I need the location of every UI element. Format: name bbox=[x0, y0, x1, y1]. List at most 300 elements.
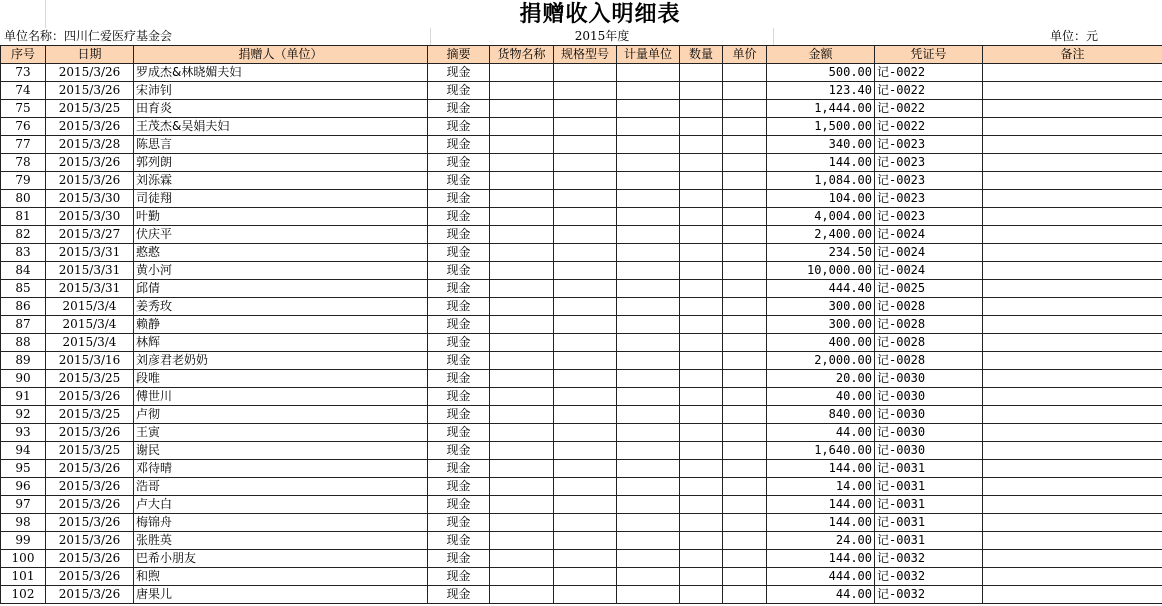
cell-voucher[interactable]: 记-0030 bbox=[875, 406, 983, 424]
cell-seq[interactable]: 78 bbox=[1, 154, 46, 172]
cell-spec[interactable] bbox=[554, 442, 617, 460]
cell-seq[interactable]: 95 bbox=[1, 460, 46, 478]
cell-voucher[interactable]: 记-0024 bbox=[875, 262, 983, 280]
cell-donor[interactable]: 叶勤 bbox=[134, 208, 428, 226]
cell-seq[interactable]: 98 bbox=[1, 514, 46, 532]
cell-seq[interactable]: 89 bbox=[1, 352, 46, 370]
cell-date[interactable]: 2015/3/4 bbox=[46, 298, 134, 316]
cell-remark[interactable] bbox=[983, 568, 1162, 586]
header-donor[interactable]: 捐赠人（单位） bbox=[134, 46, 428, 64]
cell-seq[interactable]: 91 bbox=[1, 388, 46, 406]
cell-measure[interactable] bbox=[617, 154, 680, 172]
cell-summary[interactable]: 现金 bbox=[428, 226, 490, 244]
cell-donor[interactable]: 陈思言 bbox=[134, 136, 428, 154]
cell-price[interactable] bbox=[723, 316, 767, 334]
cell-price[interactable] bbox=[723, 388, 767, 406]
cell-qty[interactable] bbox=[680, 100, 723, 118]
cell-amount[interactable]: 2,400.00 bbox=[767, 226, 875, 244]
cell-qty[interactable] bbox=[680, 568, 723, 586]
cell-donor[interactable]: 罗成杰&林晓媚夫妇 bbox=[134, 64, 428, 82]
cell-qty[interactable] bbox=[680, 334, 723, 352]
cell-summary[interactable]: 现金 bbox=[428, 208, 490, 226]
cell-measure[interactable] bbox=[617, 568, 680, 586]
cell-seq[interactable]: 80 bbox=[1, 190, 46, 208]
cell-donor[interactable]: 赖静 bbox=[134, 316, 428, 334]
cell-seq[interactable]: 97 bbox=[1, 496, 46, 514]
unit-label[interactable]: 单位：元 bbox=[1050, 29, 1099, 43]
cell-date[interactable]: 2015/3/26 bbox=[46, 496, 134, 514]
cell-date[interactable]: 2015/3/26 bbox=[46, 586, 134, 604]
cell-spec[interactable] bbox=[554, 334, 617, 352]
cell-voucher[interactable]: 记-0032 bbox=[875, 586, 983, 604]
cell-goods[interactable] bbox=[490, 460, 554, 478]
cell-measure[interactable] bbox=[617, 442, 680, 460]
cell-date[interactable]: 2015/3/26 bbox=[46, 568, 134, 586]
cell-price[interactable] bbox=[723, 190, 767, 208]
cell-summary[interactable]: 现金 bbox=[428, 352, 490, 370]
header-amount[interactable]: 金额 bbox=[767, 46, 875, 64]
cell-voucher[interactable]: 记-0023 bbox=[875, 190, 983, 208]
cell-qty[interactable] bbox=[680, 550, 723, 568]
cell-seq[interactable]: 99 bbox=[1, 532, 46, 550]
cell-measure[interactable] bbox=[617, 334, 680, 352]
cell-goods[interactable] bbox=[490, 64, 554, 82]
cell-donor[interactable]: 刘彦君老奶奶 bbox=[134, 352, 428, 370]
cell-summary[interactable]: 现金 bbox=[428, 442, 490, 460]
cell-date[interactable]: 2015/3/4 bbox=[46, 316, 134, 334]
cell-measure[interactable] bbox=[617, 280, 680, 298]
cell-goods[interactable] bbox=[490, 208, 554, 226]
cell-goods[interactable] bbox=[490, 424, 554, 442]
cell-measure[interactable] bbox=[617, 532, 680, 550]
cell-amount[interactable]: 340.00 bbox=[767, 136, 875, 154]
cell-voucher[interactable]: 记-0022 bbox=[875, 64, 983, 82]
cell-date[interactable]: 2015/3/26 bbox=[46, 550, 134, 568]
cell-amount[interactable]: 300.00 bbox=[767, 298, 875, 316]
cell-goods[interactable] bbox=[490, 478, 554, 496]
cell-amount[interactable]: 1,084.00 bbox=[767, 172, 875, 190]
cell-summary[interactable]: 现金 bbox=[428, 316, 490, 334]
cell-remark[interactable] bbox=[983, 442, 1162, 460]
cell-remark[interactable] bbox=[983, 388, 1162, 406]
cell-price[interactable] bbox=[723, 64, 767, 82]
cell-measure[interactable] bbox=[617, 244, 680, 262]
cell-donor[interactable]: 浩哥 bbox=[134, 478, 428, 496]
cell-remark[interactable] bbox=[983, 118, 1162, 136]
cell-price[interactable] bbox=[723, 424, 767, 442]
cell-measure[interactable] bbox=[617, 460, 680, 478]
cell-summary[interactable]: 现金 bbox=[428, 190, 490, 208]
cell-amount[interactable]: 1,444.00 bbox=[767, 100, 875, 118]
cell-price[interactable] bbox=[723, 550, 767, 568]
cell-donor[interactable]: 段唯 bbox=[134, 370, 428, 388]
cell-seq[interactable]: 85 bbox=[1, 280, 46, 298]
cell-spec[interactable] bbox=[554, 478, 617, 496]
cell-date[interactable]: 2015/3/28 bbox=[46, 136, 134, 154]
cell-date[interactable]: 2015/3/27 bbox=[46, 226, 134, 244]
cell-voucher[interactable]: 记-0023 bbox=[875, 154, 983, 172]
cell-measure[interactable] bbox=[617, 100, 680, 118]
cell-seq[interactable]: 73 bbox=[1, 64, 46, 82]
cell-summary[interactable]: 现金 bbox=[428, 244, 490, 262]
cell-goods[interactable] bbox=[490, 568, 554, 586]
cell-measure[interactable] bbox=[617, 208, 680, 226]
cell-amount[interactable]: 24.00 bbox=[767, 532, 875, 550]
cell-price[interactable] bbox=[723, 100, 767, 118]
cell-summary[interactable]: 现金 bbox=[428, 568, 490, 586]
cell-price[interactable] bbox=[723, 334, 767, 352]
cell-date[interactable]: 2015/3/26 bbox=[46, 118, 134, 136]
cell-measure[interactable] bbox=[617, 406, 680, 424]
cell-qty[interactable] bbox=[680, 154, 723, 172]
cell-date[interactable]: 2015/3/31 bbox=[46, 280, 134, 298]
cell-donor[interactable]: 刘泺霖 bbox=[134, 172, 428, 190]
cell-seq[interactable]: 102 bbox=[1, 586, 46, 604]
cell-qty[interactable] bbox=[680, 478, 723, 496]
cell-voucher[interactable]: 记-0030 bbox=[875, 370, 983, 388]
cell-remark[interactable] bbox=[983, 244, 1162, 262]
cell-remark[interactable] bbox=[983, 514, 1162, 532]
cell-qty[interactable] bbox=[680, 226, 723, 244]
cell-date[interactable]: 2015/3/26 bbox=[46, 154, 134, 172]
cell-spec[interactable] bbox=[554, 226, 617, 244]
cell-goods[interactable] bbox=[490, 190, 554, 208]
cell-voucher[interactable]: 记-0023 bbox=[875, 208, 983, 226]
cell-voucher[interactable]: 记-0032 bbox=[875, 550, 983, 568]
cell-donor[interactable]: 黄小河 bbox=[134, 262, 428, 280]
header-date[interactable]: 日期 bbox=[46, 46, 134, 64]
cell-donor[interactable]: 唐果儿 bbox=[134, 586, 428, 604]
cell-seq[interactable]: 93 bbox=[1, 424, 46, 442]
cell-voucher[interactable]: 记-0030 bbox=[875, 424, 983, 442]
cell-donor[interactable]: 梅锦舟 bbox=[134, 514, 428, 532]
cell-goods[interactable] bbox=[490, 496, 554, 514]
cell-summary[interactable]: 现金 bbox=[428, 514, 490, 532]
cell-measure[interactable] bbox=[617, 226, 680, 244]
cell-date[interactable]: 2015/3/25 bbox=[46, 406, 134, 424]
cell-voucher[interactable]: 记-0030 bbox=[875, 442, 983, 460]
cell-date[interactable]: 2015/3/26 bbox=[46, 424, 134, 442]
cell-summary[interactable]: 现金 bbox=[428, 370, 490, 388]
cell-donor[interactable]: 卢彻 bbox=[134, 406, 428, 424]
cell-goods[interactable] bbox=[490, 514, 554, 532]
cell-remark[interactable] bbox=[983, 532, 1162, 550]
cell-measure[interactable] bbox=[617, 586, 680, 604]
cell-voucher[interactable]: 记-0031 bbox=[875, 460, 983, 478]
cell-donor[interactable]: 田育炎 bbox=[134, 100, 428, 118]
cell-remark[interactable] bbox=[983, 586, 1162, 604]
cell-voucher[interactable]: 记-0031 bbox=[875, 514, 983, 532]
cell-remark[interactable] bbox=[983, 208, 1162, 226]
cell-spec[interactable] bbox=[554, 586, 617, 604]
cell-summary[interactable]: 现金 bbox=[428, 64, 490, 82]
cell-measure[interactable] bbox=[617, 478, 680, 496]
cell-goods[interactable] bbox=[490, 298, 554, 316]
cell-seq[interactable]: 83 bbox=[1, 244, 46, 262]
cell-remark[interactable] bbox=[983, 334, 1162, 352]
cell-goods[interactable] bbox=[490, 82, 554, 100]
cell-price[interactable] bbox=[723, 496, 767, 514]
cell-spec[interactable] bbox=[554, 136, 617, 154]
page-title[interactable]: 捐赠收入明细表 bbox=[519, 1, 681, 27]
cell-summary[interactable]: 现金 bbox=[428, 82, 490, 100]
cell-date[interactable]: 2015/3/25 bbox=[46, 100, 134, 118]
cell-remark[interactable] bbox=[983, 298, 1162, 316]
cell-measure[interactable] bbox=[617, 190, 680, 208]
header-seq[interactable]: 序号 bbox=[1, 46, 46, 64]
cell-amount[interactable]: 144.00 bbox=[767, 154, 875, 172]
cell-spec[interactable] bbox=[554, 118, 617, 136]
cell-date[interactable]: 2015/3/26 bbox=[46, 460, 134, 478]
cell-seq[interactable]: 75 bbox=[1, 100, 46, 118]
cell-price[interactable] bbox=[723, 226, 767, 244]
cell-summary[interactable]: 现金 bbox=[428, 532, 490, 550]
cell-donor[interactable]: 王茂杰&吴娟夫妇 bbox=[134, 118, 428, 136]
cell-goods[interactable] bbox=[490, 262, 554, 280]
cell-spec[interactable] bbox=[554, 514, 617, 532]
cell-date[interactable]: 2015/3/4 bbox=[46, 334, 134, 352]
cell-donor[interactable]: 傅世川 bbox=[134, 388, 428, 406]
cell-measure[interactable] bbox=[617, 172, 680, 190]
cell-goods[interactable] bbox=[490, 136, 554, 154]
cell-qty[interactable] bbox=[680, 190, 723, 208]
cell-date[interactable]: 2015/3/31 bbox=[46, 244, 134, 262]
cell-goods[interactable] bbox=[490, 406, 554, 424]
cell-measure[interactable] bbox=[617, 82, 680, 100]
cell-donor[interactable]: 邓待晴 bbox=[134, 460, 428, 478]
cell-price[interactable] bbox=[723, 172, 767, 190]
cell-price[interactable] bbox=[723, 136, 767, 154]
cell-goods[interactable] bbox=[490, 388, 554, 406]
cell-spec[interactable] bbox=[554, 262, 617, 280]
cell-voucher[interactable]: 记-0031 bbox=[875, 496, 983, 514]
cell-qty[interactable] bbox=[680, 262, 723, 280]
cell-summary[interactable]: 现金 bbox=[428, 118, 490, 136]
cell-remark[interactable] bbox=[983, 262, 1162, 280]
cell-price[interactable] bbox=[723, 370, 767, 388]
cell-amount[interactable]: 500.00 bbox=[767, 64, 875, 82]
cell-amount[interactable]: 144.00 bbox=[767, 550, 875, 568]
cell-donor[interactable]: 郭列朗 bbox=[134, 154, 428, 172]
cell-date[interactable]: 2015/3/25 bbox=[46, 442, 134, 460]
cell-goods[interactable] bbox=[490, 118, 554, 136]
cell-remark[interactable] bbox=[983, 316, 1162, 334]
cell-summary[interactable]: 现金 bbox=[428, 100, 490, 118]
cell-spec[interactable] bbox=[554, 316, 617, 334]
cell-voucher[interactable]: 记-0028 bbox=[875, 352, 983, 370]
cell-qty[interactable] bbox=[680, 82, 723, 100]
cell-seq[interactable]: 82 bbox=[1, 226, 46, 244]
cell-qty[interactable] bbox=[680, 442, 723, 460]
cell-qty[interactable] bbox=[680, 406, 723, 424]
cell-price[interactable] bbox=[723, 280, 767, 298]
cell-summary[interactable]: 现金 bbox=[428, 496, 490, 514]
cell-qty[interactable] bbox=[680, 208, 723, 226]
cell-seq[interactable]: 87 bbox=[1, 316, 46, 334]
cell-spec[interactable] bbox=[554, 208, 617, 226]
cell-spec[interactable] bbox=[554, 550, 617, 568]
cell-qty[interactable] bbox=[680, 514, 723, 532]
cell-goods[interactable] bbox=[490, 370, 554, 388]
cell-price[interactable] bbox=[723, 586, 767, 604]
cell-remark[interactable] bbox=[983, 352, 1162, 370]
cell-summary[interactable]: 现金 bbox=[428, 550, 490, 568]
cell-qty[interactable] bbox=[680, 136, 723, 154]
cell-date[interactable]: 2015/3/26 bbox=[46, 64, 134, 82]
cell-amount[interactable]: 14.00 bbox=[767, 478, 875, 496]
cell-price[interactable] bbox=[723, 442, 767, 460]
cell-amount[interactable]: 123.40 bbox=[767, 82, 875, 100]
cell-qty[interactable] bbox=[680, 64, 723, 82]
cell-amount[interactable]: 234.50 bbox=[767, 244, 875, 262]
header-summary[interactable]: 摘要 bbox=[428, 46, 490, 64]
cell-seq[interactable]: 84 bbox=[1, 262, 46, 280]
cell-donor[interactable]: 憨憨 bbox=[134, 244, 428, 262]
cell-donor[interactable]: 林辉 bbox=[134, 334, 428, 352]
cell-goods[interactable] bbox=[490, 532, 554, 550]
cell-voucher[interactable]: 记-0031 bbox=[875, 478, 983, 496]
cell-date[interactable]: 2015/3/30 bbox=[46, 208, 134, 226]
cell-donor[interactable]: 巴希小朋友 bbox=[134, 550, 428, 568]
cell-voucher[interactable]: 记-0028 bbox=[875, 334, 983, 352]
cell-amount[interactable]: 400.00 bbox=[767, 334, 875, 352]
cell-remark[interactable] bbox=[983, 64, 1162, 82]
cell-spec[interactable] bbox=[554, 388, 617, 406]
cell-donor[interactable]: 王寅 bbox=[134, 424, 428, 442]
cell-amount[interactable]: 840.00 bbox=[767, 406, 875, 424]
cell-date[interactable]: 2015/3/31 bbox=[46, 262, 134, 280]
header-voucher[interactable]: 凭证号 bbox=[875, 46, 983, 64]
cell-amount[interactable]: 20.00 bbox=[767, 370, 875, 388]
cell-summary[interactable]: 现金 bbox=[428, 424, 490, 442]
cell-date[interactable]: 2015/3/26 bbox=[46, 172, 134, 190]
cell-voucher[interactable]: 记-0022 bbox=[875, 100, 983, 118]
cell-qty[interactable] bbox=[680, 298, 723, 316]
cell-summary[interactable]: 现金 bbox=[428, 586, 490, 604]
cell-remark[interactable] bbox=[983, 82, 1162, 100]
cell-goods[interactable] bbox=[490, 100, 554, 118]
cell-date[interactable]: 2015/3/26 bbox=[46, 532, 134, 550]
cell-qty[interactable] bbox=[680, 118, 723, 136]
cell-spec[interactable] bbox=[554, 496, 617, 514]
cell-summary[interactable]: 现金 bbox=[428, 478, 490, 496]
cell-donor[interactable]: 和煦 bbox=[134, 568, 428, 586]
cell-goods[interactable] bbox=[490, 172, 554, 190]
cell-goods[interactable] bbox=[490, 442, 554, 460]
cell-amount[interactable]: 1,640.00 bbox=[767, 442, 875, 460]
cell-seq[interactable]: 79 bbox=[1, 172, 46, 190]
cell-measure[interactable] bbox=[617, 352, 680, 370]
cell-voucher[interactable]: 记-0024 bbox=[875, 244, 983, 262]
cell-spec[interactable] bbox=[554, 424, 617, 442]
cell-voucher[interactable]: 记-0028 bbox=[875, 298, 983, 316]
cell-price[interactable] bbox=[723, 298, 767, 316]
cell-price[interactable] bbox=[723, 244, 767, 262]
year-label[interactable]: 2015年度 bbox=[430, 28, 774, 45]
cell-remark[interactable] bbox=[983, 460, 1162, 478]
cell-seq[interactable]: 96 bbox=[1, 478, 46, 496]
cell-summary[interactable]: 现金 bbox=[428, 136, 490, 154]
cell-price[interactable] bbox=[723, 406, 767, 424]
cell-donor[interactable]: 邱倩 bbox=[134, 280, 428, 298]
cell-voucher[interactable]: 记-0032 bbox=[875, 568, 983, 586]
cell-amount[interactable]: 144.00 bbox=[767, 460, 875, 478]
cell-remark[interactable] bbox=[983, 172, 1162, 190]
cell-seq[interactable]: 74 bbox=[1, 82, 46, 100]
cell-spec[interactable] bbox=[554, 244, 617, 262]
header-spec[interactable]: 规格型号 bbox=[554, 46, 617, 64]
cell-date[interactable]: 2015/3/25 bbox=[46, 370, 134, 388]
cell-donor[interactable]: 卢大白 bbox=[134, 496, 428, 514]
cell-amount[interactable]: 300.00 bbox=[767, 316, 875, 334]
cell-price[interactable] bbox=[723, 568, 767, 586]
cell-spec[interactable] bbox=[554, 82, 617, 100]
header-remark[interactable]: 备注 bbox=[983, 46, 1162, 64]
cell-remark[interactable] bbox=[983, 370, 1162, 388]
cell-seq[interactable]: 92 bbox=[1, 406, 46, 424]
cell-measure[interactable] bbox=[617, 64, 680, 82]
cell-remark[interactable] bbox=[983, 550, 1162, 568]
cell-seq[interactable]: 94 bbox=[1, 442, 46, 460]
cell-measure[interactable] bbox=[617, 370, 680, 388]
cell-donor[interactable]: 谢民 bbox=[134, 442, 428, 460]
cell-spec[interactable] bbox=[554, 154, 617, 172]
cell-date[interactable]: 2015/3/26 bbox=[46, 514, 134, 532]
cell-voucher[interactable]: 记-0022 bbox=[875, 82, 983, 100]
cell-voucher[interactable]: 记-0023 bbox=[875, 136, 983, 154]
cell-remark[interactable] bbox=[983, 226, 1162, 244]
cell-remark[interactable] bbox=[983, 478, 1162, 496]
cell-qty[interactable] bbox=[680, 172, 723, 190]
cell-date[interactable]: 2015/3/26 bbox=[46, 388, 134, 406]
cell-amount[interactable]: 44.00 bbox=[767, 424, 875, 442]
cell-amount[interactable]: 44.00 bbox=[767, 586, 875, 604]
cell-voucher[interactable]: 记-0031 bbox=[875, 532, 983, 550]
cell-qty[interactable] bbox=[680, 496, 723, 514]
cell-goods[interactable] bbox=[490, 316, 554, 334]
cell-seq[interactable]: 76 bbox=[1, 118, 46, 136]
cell-spec[interactable] bbox=[554, 100, 617, 118]
cell-amount[interactable]: 104.00 bbox=[767, 190, 875, 208]
cell-seq[interactable]: 100 bbox=[1, 550, 46, 568]
cell-summary[interactable]: 现金 bbox=[428, 388, 490, 406]
cell-summary[interactable]: 现金 bbox=[428, 460, 490, 478]
cell-summary[interactable]: 现金 bbox=[428, 262, 490, 280]
cell-price[interactable] bbox=[723, 262, 767, 280]
cell-measure[interactable] bbox=[617, 550, 680, 568]
cell-donor[interactable]: 伏庆平 bbox=[134, 226, 428, 244]
cell-summary[interactable]: 现金 bbox=[428, 334, 490, 352]
cell-spec[interactable] bbox=[554, 64, 617, 82]
cell-spec[interactable] bbox=[554, 460, 617, 478]
cell-spec[interactable] bbox=[554, 532, 617, 550]
cell-voucher[interactable]: 记-0023 bbox=[875, 172, 983, 190]
cell-amount[interactable]: 40.00 bbox=[767, 388, 875, 406]
cell-remark[interactable] bbox=[983, 280, 1162, 298]
cell-summary[interactable]: 现金 bbox=[428, 406, 490, 424]
cell-remark[interactable] bbox=[983, 424, 1162, 442]
cell-spec[interactable] bbox=[554, 352, 617, 370]
cell-seq[interactable]: 101 bbox=[1, 568, 46, 586]
cell-goods[interactable] bbox=[490, 226, 554, 244]
cell-measure[interactable] bbox=[617, 514, 680, 532]
cell-price[interactable] bbox=[723, 478, 767, 496]
cell-date[interactable]: 2015/3/26 bbox=[46, 82, 134, 100]
cell-qty[interactable] bbox=[680, 316, 723, 334]
cell-measure[interactable] bbox=[617, 496, 680, 514]
cell-spec[interactable] bbox=[554, 190, 617, 208]
cell-qty[interactable] bbox=[680, 388, 723, 406]
